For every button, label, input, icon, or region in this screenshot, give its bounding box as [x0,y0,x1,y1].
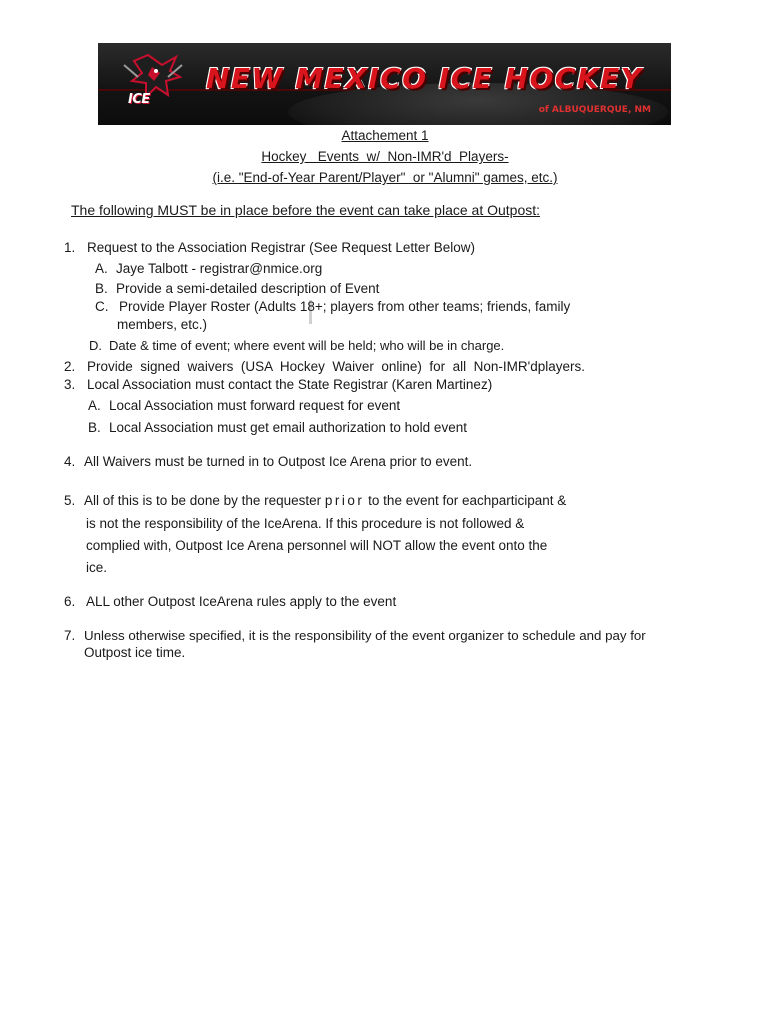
title-line-1: Attachement 1 [341,128,429,143]
item-number: 7. [64,628,76,643]
sub-item-letter: B. [88,420,101,435]
list-item-5-line-3: complied with, Outpost Ice Arena personnel will NOT allow the event onto the [86,538,548,553]
intro-text: The following MUST be in place before the event can take place at Outpost: [71,202,541,218]
sub-item-3b: Local Association must get email authorization to hold event [109,420,467,435]
title-line-2: Hockey Events w/ Non-IMR'd Players- [261,149,509,164]
sub-item-1a: Jaye Talbott - registrar@nmice.org [116,261,323,276]
list-item-1-text: Request to the Association Registrar (See Request Letter Below) [87,240,475,255]
logo-text: ICE [128,92,150,107]
item-number: 2. [64,359,76,374]
item-number: 6. [64,594,76,609]
banner-title: NEW MEXICO ICE HOCKEY [206,62,643,95]
list-item-7-line-1: Unless otherwise specified, it is the responsibility of the event organizer to schedule and pay for [84,628,646,643]
list-item-7-line-2: Outpost ice time. [84,645,186,660]
item5-post: to the event for eachparticipant & [364,493,567,508]
sub-item-1c: Provide Player Roster (Adults 18+; players from other teams; friends, family [119,299,571,314]
list-item-3: Local Association must contact the State Registrar (Karen Martinez) [87,377,493,392]
title-line-3: (i.e. "End-of-Year Parent/Player" or "Alumni" games, etc.) [212,170,558,185]
sub-item-letter: A. [95,261,108,276]
sub-item-1b: Provide a semi-detailed description of Event [116,281,380,296]
sub-item-letter: D. [89,338,102,353]
sub-item-letter: B. [95,281,108,296]
list-item-5-line-1 [84,493,566,508]
sub-item-1c-cont: members, etc.) [117,317,208,332]
item5-pre: All of this is to be done by the requester [84,493,322,508]
item-number: 5. [64,493,76,508]
sub-item-3a: Local Association must forward request for event [109,398,401,413]
sub-item-letter: C. [95,299,109,314]
item5-prior: prior [324,493,365,508]
banner-subtitle: of ALBUQUERQUE, NM [538,105,651,115]
hawk-logo-icon [118,51,188,119]
list-item-4: All Waivers must be turned in to Outpost Ice Arena prior to event. [84,454,473,469]
item-number: 4. [64,454,76,469]
sub-item-1d: Date & time of event; where event will be held; who will be in charge. [109,338,505,353]
list-item-5-line-2: is not the responsibility of the IceArena. If this procedure is not followed & [86,516,525,531]
sub-item-letter: A. [88,398,101,413]
list-item-5-line-4: ice. [86,560,108,575]
item-number: 3. [64,377,76,392]
list-item-2: Provide signed waivers (USA Hockey Waiver online) for all Non-IMR'dplayers. [87,359,586,374]
item-number: 1. [64,240,76,255]
list-item-6: ALL other Outpost IceArena rules apply to the event [86,594,397,609]
header-banner [98,43,671,125]
list-item-1 [64,240,75,255]
